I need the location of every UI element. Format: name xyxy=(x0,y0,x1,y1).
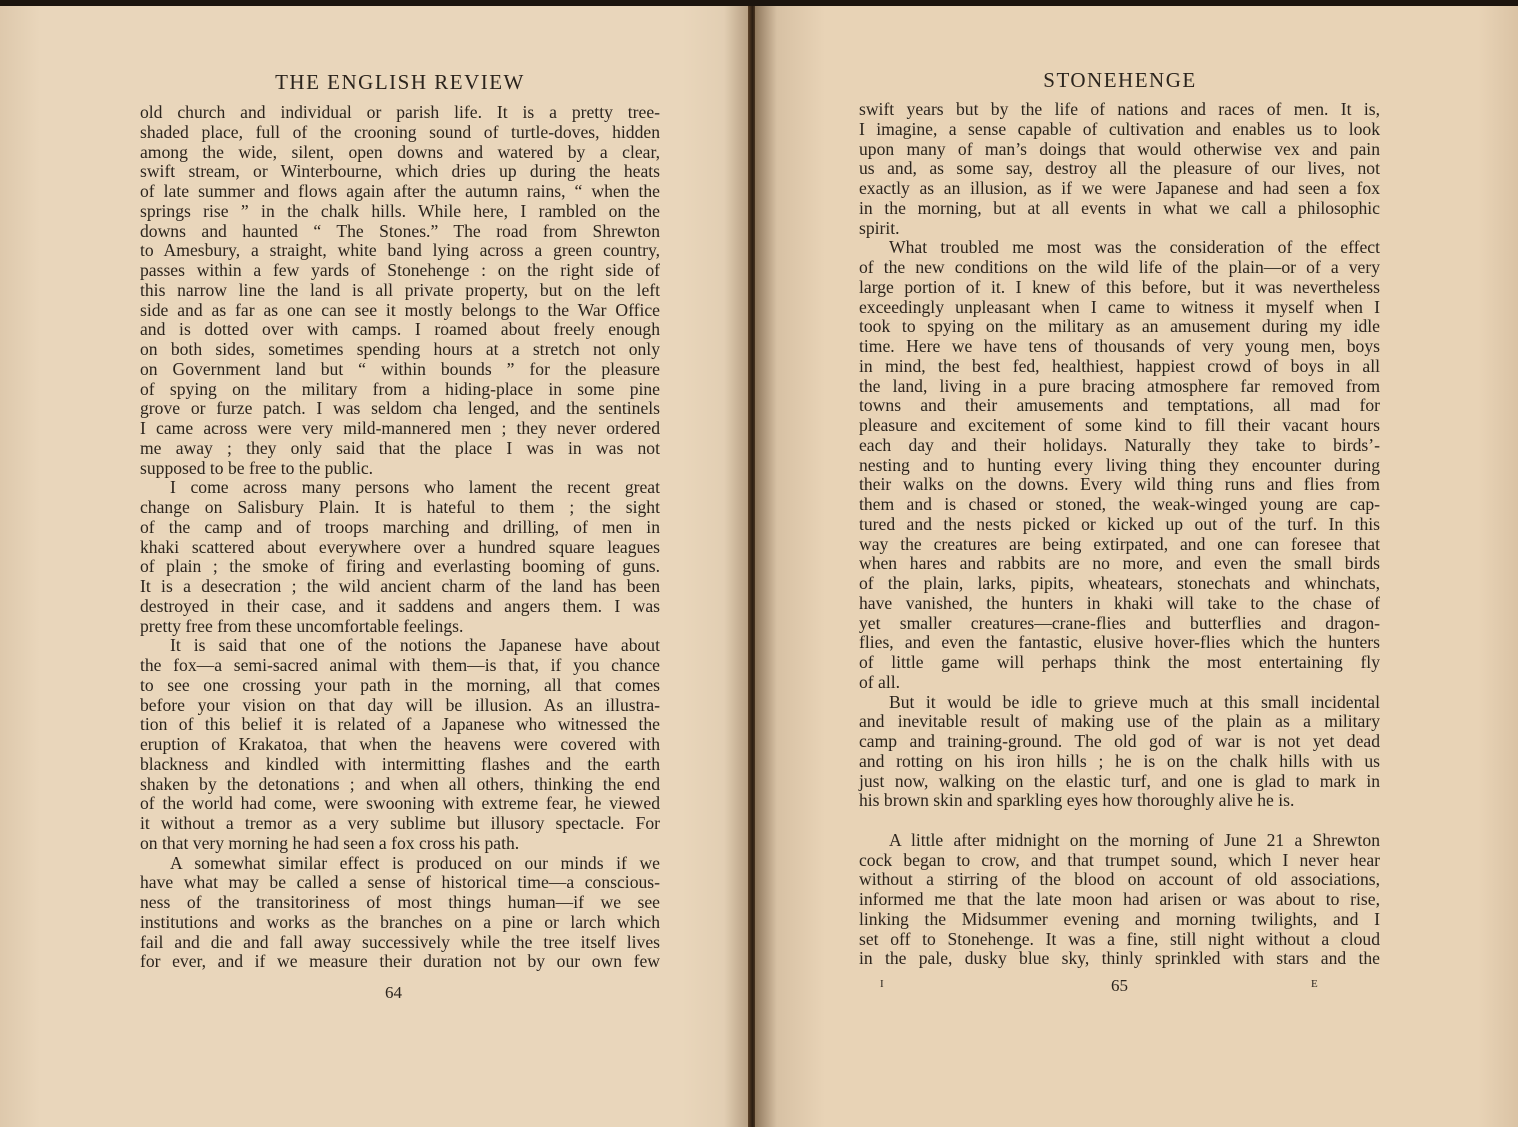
text-line: tured and the nests picked or kicked up out of the turf. In this xyxy=(859,513,1380,534)
running-head-right: STONEHENGE xyxy=(1043,68,1197,92)
text-line: camp and training-ground. The old god of war is not yet dead xyxy=(859,731,1380,751)
text-line: before your vision on that day will be illusion. As an illustra- xyxy=(140,694,660,715)
text-line: their walks on the downs. Every wild thing runs and flies from xyxy=(859,474,1380,495)
text-line: pretty free from these uncomfortable feelings. xyxy=(140,615,464,636)
text-line: shaken by the detonations ; and when all others, thinking the end xyxy=(140,773,660,794)
text-line: it without a tremor as a very sublime but illusory spectacle. For xyxy=(140,813,660,833)
left-page-body xyxy=(140,103,660,972)
text-line: this narrow line the land is all private property, but on the left xyxy=(140,279,660,300)
text-line: spirit. xyxy=(859,217,900,238)
text-line: flies, and even the fantastic, elusive hover-flies which the hunters xyxy=(859,632,1380,653)
text-line: towns and their amusements and temptations, all mad for xyxy=(859,395,1380,416)
text-line: supposed to be free to the public. xyxy=(140,457,374,478)
text-line: institutions and works as the branches on a pine or larch which xyxy=(140,911,660,932)
text-line: way the creatures are being extirpated, and one can foresee that xyxy=(859,533,1380,554)
text-line: side and as far as one can see it mostly belongs to the War Office xyxy=(140,299,660,320)
left-page xyxy=(0,6,752,1127)
text-line: khaki scattered about everywhere over a hundred square leagues xyxy=(140,536,660,557)
text-line: on that very morning he had seen a fox cross his path. xyxy=(140,832,520,853)
text-line: and is dotted over with camps. I roamed about freely enough xyxy=(140,319,660,340)
text-line: swift stream, or Winterbourne, which dries up during the heats xyxy=(140,161,660,182)
text-line: blackness and kindled with intermitting flashes and the earth xyxy=(140,753,660,774)
text-line: old church and individual or parish life. It is a pretty tree- xyxy=(140,102,660,122)
text-line: eruption of Krakatoa, that when the heavens were covered with xyxy=(140,734,660,754)
text-line: and inevitable result of making use of the plain as a military xyxy=(859,711,1380,732)
signature-mark-left: I xyxy=(880,978,885,990)
page-number-left: 64 xyxy=(385,983,402,1002)
text-line: of the new conditions on the wild life of the plain—or of a very xyxy=(859,257,1380,277)
text-line: on Government land but “ within bounds ” for the pleasure xyxy=(140,358,660,379)
text-line: of spying on the military from a hiding-place in some pine xyxy=(140,378,660,399)
text-line: A somewhat similar effect is produced on our minds if we xyxy=(170,852,660,873)
text-line: of the camp and of troops marching and drilling, of men in xyxy=(140,516,660,537)
text-line: springs rise ” in the chalk hills. While here, I rambled on the xyxy=(140,200,660,221)
text-line: A little after midnight on the morning of June 21 a Shrewton xyxy=(889,829,1380,850)
text-line: grove or furze patch. I was seldom cha lenged, and the sentinels xyxy=(140,398,660,419)
paragraph xyxy=(859,100,1380,238)
text-line: shaded place, full of the crooning sound of turtle-doves, hidden xyxy=(140,121,660,142)
page-number-right: 65 xyxy=(1111,976,1128,995)
text-line: have vanished, the hunters in khaki will take to the chase of xyxy=(859,592,1380,613)
text-line: just now, walking on the elastic turf, and one is glad to mark in xyxy=(859,770,1380,791)
text-line: I imagine, a sense capable of cultivation and enables us to look xyxy=(859,118,1380,139)
text-line: us and, as some say, destroy all the pleasure of our lives, not xyxy=(859,158,1380,179)
text-line: me away ; they only said that the place I was in was not xyxy=(140,437,660,458)
text-line: when hares and rabbits are no more, and even the small birds xyxy=(859,553,1380,574)
text-line: the land, living in a pure bracing atmosphere far removed from xyxy=(859,375,1380,396)
text-line: set off to Stonehenge. It was a fine, still night without a cloud xyxy=(859,928,1380,949)
text-line: on both sides, sometimes spending hours at a stretch not only xyxy=(140,339,660,359)
text-line: and rotting on his iron hills ; he is on the chalk hills with us xyxy=(859,750,1380,771)
text-line: took to spying on the military as an amusement during my idle xyxy=(859,316,1380,337)
text-line: passes within a few yards of Stonehenge : on the right side of xyxy=(140,260,660,280)
paragraph xyxy=(140,103,660,478)
text-line: nesting and to hunting every living thing they encounter during xyxy=(859,454,1380,475)
text-line: I came across were very mild-mannered men ; they never ordered xyxy=(140,418,660,438)
text-line: I come across many persons who lament the recent great xyxy=(170,477,660,498)
text-line: large portion of it. I knew of this before, but it was nevertheless xyxy=(859,276,1380,297)
signature-mark-right: E xyxy=(1311,978,1319,990)
section-break xyxy=(859,811,1380,831)
text-line: exceedingly unpleasant when I came to witness it myself when I xyxy=(859,296,1380,317)
text-line: of plain ; the smoke of firing and everlasting booming of guns. xyxy=(140,556,660,577)
text-line: the fox—a semi-sacred animal with them—is that, if you chance xyxy=(140,655,660,675)
right-page-body xyxy=(859,100,1380,969)
text-line: But it would be idle to grieve much at this small incidental xyxy=(889,691,1380,712)
text-line: to see one crossing your path in the morning, all that comes xyxy=(140,674,660,695)
text-line: in the pale, dusky blue sky, thinly sprinkled with stars and the xyxy=(859,948,1380,969)
paragraph xyxy=(140,854,660,973)
running-head-left: THE ENGLISH REVIEW xyxy=(275,70,525,94)
text-line: ness of the transitoriness of most things human—if we see xyxy=(140,892,660,912)
text-line: It is a desecration ; the wild ancient charm of the land has been xyxy=(140,576,660,596)
text-line: yet smaller creatures—crane-flies and butterflies and dragon- xyxy=(859,612,1380,633)
text-line: in mind, the best fed, healthiest, happiest crowd of boys in all xyxy=(859,355,1380,376)
text-line: to Amesbury, a straight, white band lying across a green country, xyxy=(140,240,660,261)
text-line: them and is chased or stoned, the weak-winged young are cap- xyxy=(859,494,1380,514)
text-line: What troubled me most was the consideration of the effect xyxy=(889,237,1380,258)
text-line: for ever, and if we measure their duration not by our own few xyxy=(140,951,660,972)
right-page xyxy=(755,6,1518,1127)
text-line: destroyed in their case, and it saddens and angers them. I was xyxy=(140,595,660,616)
text-line: of little game will perhaps think the most entertaining fly xyxy=(859,652,1380,672)
paragraph xyxy=(859,238,1380,692)
text-line: in the morning, but at all events in what we call a philosophic xyxy=(859,197,1380,218)
paragraph xyxy=(859,831,1380,969)
text-line: swift years but by the life of nations and races of men. It is, xyxy=(859,99,1380,119)
text-line: fail and die and fall away successively while the tree itself lives xyxy=(140,931,660,952)
text-line: pleasure and excitement of some kind to fill their vacant hours xyxy=(859,415,1380,435)
text-line: without a stirring of the blood on account of old associations, xyxy=(859,869,1380,890)
text-line: cock began to crow, and that trumpet sound, which I never hear xyxy=(859,849,1380,870)
text-line: among the wide, silent, open downs and watered by a clear, xyxy=(140,141,660,162)
text-line: have what may be called a sense of historical time—a conscious- xyxy=(140,872,660,893)
text-line: of the plain, larks, pipits, wheatears, stonechats and whinchats, xyxy=(859,573,1380,593)
paragraph xyxy=(859,693,1380,812)
text-line: time. Here we have tens of thousands of very young men, boys xyxy=(859,336,1380,356)
text-line: of all. xyxy=(859,671,901,692)
text-line: of the world had come, were swooning with extreme fear, he viewed xyxy=(140,793,660,814)
paragraph xyxy=(140,478,660,636)
text-line: his brown skin and sparkling eyes how thoroughly alive he is. xyxy=(859,790,1295,811)
text-line: informed me that the late moon had arisen or was about to rise, xyxy=(859,889,1380,909)
text-line: linking the Midsummer evening and morning twilights, and I xyxy=(859,908,1380,929)
text-line: tion of this belief it is related of a Japanese who witnessed the xyxy=(140,714,660,735)
text-line: change on Salisbury Plain. It is hateful to them ; the sight xyxy=(140,497,660,517)
text-line: each day and their holidays. Naturally they take to birds’- xyxy=(859,434,1380,455)
text-line: upon many of man’s doings that would otherwise vex and pain xyxy=(859,138,1380,159)
text-line: of late summer and flows again after the autumn rains, “ when the xyxy=(140,181,660,201)
text-line: It is said that one of the notions the Japanese have about xyxy=(170,635,660,656)
text-line: downs and haunted “ The Stones.” The road from Shrewton xyxy=(140,220,660,241)
text-line: exactly as an illusion, as if we were Japanese and had seen a fox xyxy=(859,178,1380,198)
paragraph xyxy=(140,636,660,853)
